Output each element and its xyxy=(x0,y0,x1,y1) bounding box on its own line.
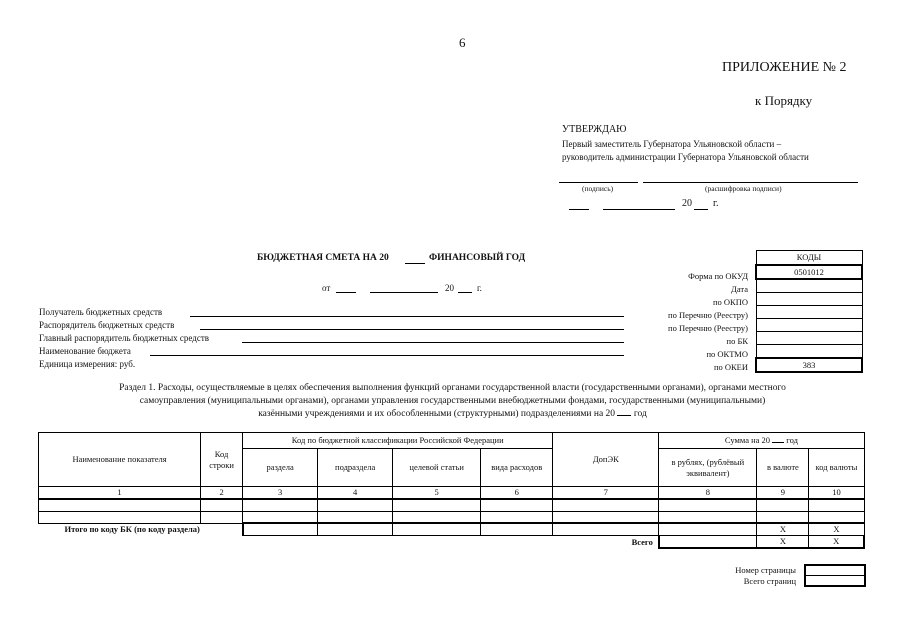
col-number: 4 xyxy=(318,487,393,500)
cell-input[interactable] xyxy=(201,499,243,511)
cell-input[interactable] xyxy=(659,523,757,536)
section-line2: самоуправления (муниципальными органами), органами управления государственными внебюджетными фондами, государственными (муниципальными) xyxy=(139,396,766,406)
cell-input[interactable] xyxy=(39,511,201,523)
cell-input[interactable] xyxy=(659,511,757,523)
cell-input[interactable] xyxy=(39,499,201,511)
th-currency: в валюте xyxy=(757,449,809,487)
form-date-suffix: г. xyxy=(477,283,482,293)
section-line3: казёнными учреждениями и их обособленными (структурными) подразделениями на 20 xyxy=(258,409,616,419)
th-rub: в рублях, (рублёвый эквивалент) xyxy=(659,449,757,487)
appendix-title: ПРИЛОЖЕНИЕ № 2 xyxy=(722,60,847,75)
pages-total-label: Всего страниц xyxy=(743,576,796,586)
code-value-okpo[interactable] xyxy=(756,293,862,306)
field-recipient-line[interactable] xyxy=(190,316,624,317)
table-row xyxy=(39,499,865,511)
th-dopek: ДопЭК xyxy=(553,433,659,487)
field-unit-label: Единица измерения: руб. xyxy=(39,359,136,369)
th-bk: Код по бюджетной классификации Российской Федерации xyxy=(243,433,553,449)
code-value-okud[interactable]: 0501012 xyxy=(756,265,862,279)
footer-labels xyxy=(690,565,796,587)
form-date-year-line[interactable] xyxy=(458,292,472,293)
field-recipient-label: Получатель бюджетных средств xyxy=(39,307,163,317)
pages-total-box[interactable] xyxy=(805,576,865,587)
code-label-okud: Форма по ОКУД xyxy=(688,271,748,281)
x-mark: X xyxy=(809,523,864,536)
code-value-oktmo[interactable] xyxy=(756,345,862,359)
code-label-registry-2: по Перечню (Реестру) xyxy=(668,323,748,333)
form-date-prefix: от xyxy=(322,283,331,293)
field-manager-line[interactable] xyxy=(200,329,624,330)
x-mark: X xyxy=(809,536,864,549)
cell-input[interactable] xyxy=(659,536,757,549)
cell-input[interactable] xyxy=(318,511,393,523)
approval-year-line[interactable] xyxy=(694,209,708,210)
cell-input[interactable] xyxy=(243,511,318,523)
th-code-row: Код строки xyxy=(201,433,243,487)
col-number: 2 xyxy=(201,487,243,500)
th-podrazdel: подраздела xyxy=(318,449,393,487)
cell-input[interactable] xyxy=(318,523,393,536)
cell-input[interactable] xyxy=(481,523,553,536)
col-number: 5 xyxy=(393,487,481,500)
field-budget-label: Наименование бюджета xyxy=(39,346,131,356)
appendix-subtitle: к Порядку xyxy=(755,93,813,108)
codes-table xyxy=(755,250,863,373)
code-value-date[interactable] xyxy=(756,279,862,293)
codes-labels xyxy=(600,270,748,374)
cell-input[interactable] xyxy=(201,511,243,523)
th-razdel: раздела xyxy=(243,449,318,487)
col-number: 8 xyxy=(659,487,757,500)
cell-input[interactable] xyxy=(393,511,481,523)
total-bk-row xyxy=(39,523,865,536)
table-row xyxy=(39,511,865,523)
form-date-month-line[interactable] xyxy=(370,292,438,293)
th-target: целевой статьи xyxy=(393,449,481,487)
th-name: Наименование показателя xyxy=(39,433,201,487)
col-number: 10 xyxy=(809,487,864,500)
cell-input[interactable] xyxy=(393,523,481,536)
cell-input[interactable] xyxy=(553,523,659,536)
code-label-oktmo: по ОКТМО xyxy=(706,349,748,359)
cell-input[interactable] xyxy=(481,499,553,511)
code-label-date: Дата xyxy=(731,284,748,294)
code-value-registry-2[interactable] xyxy=(756,319,862,332)
cell-input[interactable] xyxy=(318,499,393,511)
section-year-line[interactable] xyxy=(617,415,631,416)
th-vid: вида расходов xyxy=(481,449,553,487)
col-number: 6 xyxy=(481,487,553,500)
cell-input[interactable] xyxy=(757,511,809,523)
cell-input[interactable] xyxy=(809,499,864,511)
section-line1: Раздел 1. Расходы, осуществляемые в целях обеспечения выполнения функций органами государственной власти (государственными органами), органами местного xyxy=(119,383,786,393)
x-mark: X xyxy=(757,536,809,549)
approval-month-line[interactable] xyxy=(603,209,675,210)
cell-input[interactable] xyxy=(553,499,659,511)
section-line3-wrap xyxy=(40,408,865,421)
page-number: 6 xyxy=(459,35,466,50)
total-label: Всего xyxy=(631,536,653,547)
cell-input[interactable] xyxy=(659,499,757,511)
th-sum-suffix: год xyxy=(786,435,798,445)
signature-line[interactable] xyxy=(559,182,638,183)
total-row xyxy=(39,536,865,549)
col-number: 9 xyxy=(757,487,809,500)
code-label-bk: по БК xyxy=(726,336,748,346)
codes-header: КОДЫ xyxy=(756,251,862,266)
approval-year-prefix: 20 xyxy=(682,198,692,209)
th-sum-year-line[interactable] xyxy=(772,442,784,443)
x-mark: X xyxy=(757,523,809,536)
cell-input[interactable] xyxy=(809,511,864,523)
cell-input[interactable] xyxy=(243,523,318,536)
approval-day-line[interactable] xyxy=(569,209,589,210)
field-chief-line[interactable] xyxy=(242,342,624,343)
col-number: 1 xyxy=(39,487,201,500)
page-no-label: Номер страницы xyxy=(735,565,796,575)
section-heading xyxy=(40,382,865,421)
total-bk-label: Итого по коду БК (по коду раздела) xyxy=(39,523,243,536)
section-line3-suffix: год xyxy=(633,409,647,419)
cell-input[interactable] xyxy=(393,499,481,511)
approval-line2: руководитель администрации Губернатора Ульяновской области xyxy=(562,152,809,162)
col-number: 3 xyxy=(243,487,318,500)
approval-heading: УТВЕРЖДАЮ xyxy=(562,124,627,135)
form-date-day-line[interactable] xyxy=(336,292,356,293)
form-title-year-line[interactable] xyxy=(405,263,425,264)
form-title-left: БЮДЖЕТНАЯ СМЕТА НА 20 xyxy=(257,253,389,263)
field-manager-label: Распорядитель бюджетных средств xyxy=(39,320,175,330)
page-boxes xyxy=(804,564,866,587)
code-label-okei: по ОКЕИ xyxy=(713,362,748,372)
field-budget-line[interactable] xyxy=(150,355,624,356)
cell-input[interactable] xyxy=(757,499,809,511)
field-chief-label: Главный распорядитель бюджетных средств xyxy=(39,333,209,343)
col-number-row xyxy=(39,487,865,500)
cell-input[interactable] xyxy=(481,511,553,523)
signature-decode-line[interactable] xyxy=(643,182,858,183)
th-currency-code: код валюты xyxy=(809,449,864,487)
cell-input[interactable] xyxy=(553,511,659,523)
decode-label: (расшифровка подписи) xyxy=(705,184,782,193)
approval-year-suffix: г. xyxy=(713,198,719,209)
page-no-box[interactable] xyxy=(805,565,865,576)
code-label-registry-1: по Перечню (Реестру) xyxy=(668,310,748,320)
code-value-okei[interactable]: 383 xyxy=(756,358,862,372)
code-label-okpo: по ОКПО xyxy=(712,297,748,307)
code-value-registry-1[interactable] xyxy=(756,306,862,319)
col-number: 7 xyxy=(553,487,659,500)
form-title-right: ФИНАНСОВЫЙ ГОД xyxy=(429,253,526,263)
code-value-bk[interactable] xyxy=(756,332,862,345)
th-sum xyxy=(659,433,864,449)
approval-line1: Первый заместитель Губернатора Ульяновской области – xyxy=(562,139,782,149)
form-date-year: 20 xyxy=(445,283,454,293)
cell-input[interactable] xyxy=(243,499,318,511)
signature-label: (подпись) xyxy=(582,184,614,193)
expenses-table xyxy=(38,432,865,549)
th-sum-label: Сумма на 20 xyxy=(724,435,771,445)
